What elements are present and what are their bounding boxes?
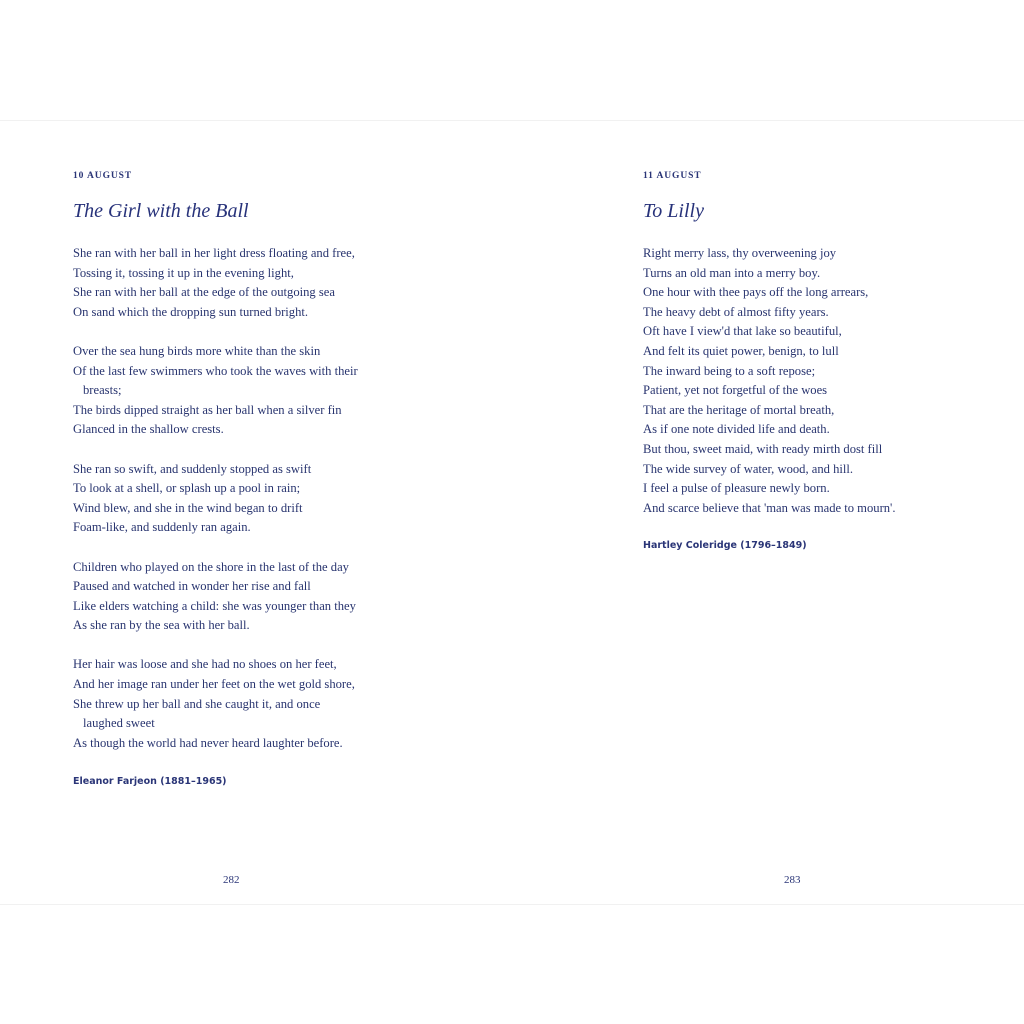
- right-page: [643, 120, 973, 905]
- poem-line: Her hair was loose and she had no shoes on her feet,: [73, 657, 337, 672]
- poem-line: The heavy debt of almost fifty years.: [643, 304, 829, 319]
- stanza-break: [73, 440, 358, 460]
- poem-line: And her image ran under her feet on the wet gold shore,: [73, 677, 355, 692]
- poem-line: To look at a shell, or splash up a pool in rain;: [73, 481, 301, 496]
- poem-line: And felt its quiet power, benign, to lull: [643, 343, 839, 358]
- poem-line: Turns an old man into a merry boy.: [643, 265, 821, 280]
- poem-line: The birds dipped straight as her ball when a silver fin: [73, 402, 342, 417]
- poem-line: Over the sea hung birds more white than the skin: [73, 343, 321, 358]
- poem-line: As she ran by the sea with her ball.: [73, 618, 250, 633]
- stanza-break: [73, 538, 358, 558]
- stanza-break: [73, 322, 358, 342]
- poem-title: The Girl with the Ball: [73, 200, 249, 222]
- poem-line: Patient, yet not forgetful of the woes: [643, 383, 828, 398]
- poem-title: To Lilly: [643, 200, 704, 222]
- poem-line: The wide survey of water, wood, and hill.: [643, 461, 854, 476]
- poem-line: She ran so swift, and suddenly stopped as swift: [73, 461, 312, 476]
- poem-line: One hour with thee pays off the long arrears,: [643, 285, 869, 300]
- poem-line: Glanced in the shallow crests.: [73, 422, 224, 437]
- poem-line: That are the heritage of mortal breath,: [643, 402, 835, 417]
- poem-author: Eleanor Farjeon (1881–1965): [73, 776, 227, 787]
- poem-line: Wind blew, and she in the wind began to drift: [73, 500, 303, 515]
- poem-date: 11 AUGUST: [643, 171, 702, 181]
- poem-author: Hartley Coleridge (1796–1849): [643, 540, 807, 551]
- page-number: 283: [784, 874, 801, 886]
- book-spread: [0, 120, 1024, 905]
- poem-line: Foam-like, and suddenly ran again.: [73, 520, 251, 535]
- poem-line: Like elders watching a child: she was younger than they: [73, 598, 356, 613]
- poem-line: As if one note divided life and death.: [643, 422, 830, 437]
- poem-date: 10 AUGUST: [73, 171, 133, 181]
- poem-line: Tossing it, tossing it up in the evening light,: [73, 265, 294, 280]
- poem-line-continuation: breasts;: [83, 383, 122, 398]
- poem-line: As though the world had never heard laughter before.: [73, 735, 343, 750]
- left-page: [73, 120, 453, 905]
- poem-line: Children who played on the shore in the last of the day: [73, 559, 349, 574]
- poem-line-continuation: laughed sweet: [83, 716, 155, 731]
- poem-line: And scarce believe that 'man was made to mourn'.: [643, 500, 896, 515]
- poem-line: But thou, sweet maid, with ready mirth dost fill: [643, 441, 883, 456]
- poem-line: Oft have I view'd that lake so beautiful,: [643, 324, 842, 339]
- poem-line: She ran with her ball in her light dress floating and free,: [73, 246, 355, 260]
- poem-line: I feel a pulse of pleasure newly born.: [643, 481, 830, 496]
- poem-line: She ran with her ball at the edge of the outgoing sea: [73, 285, 335, 300]
- poem-body: [643, 244, 895, 518]
- page-number: 282: [223, 874, 240, 886]
- poem-line: On sand which the dropping sun turned bright.: [73, 304, 309, 319]
- poem-line: Of the last few swimmers who took the waves with their: [73, 363, 358, 378]
- poem-line: She threw up her ball and she caught it, and once: [73, 696, 321, 711]
- poem-body: [73, 244, 358, 753]
- poem-line: Right merry lass, thy overweening joy: [643, 246, 837, 260]
- stanza-break: [73, 636, 358, 656]
- poem-line: The inward being to a soft repose;: [643, 363, 816, 378]
- poem-line: Paused and watched in wonder her rise and fall: [73, 579, 311, 594]
